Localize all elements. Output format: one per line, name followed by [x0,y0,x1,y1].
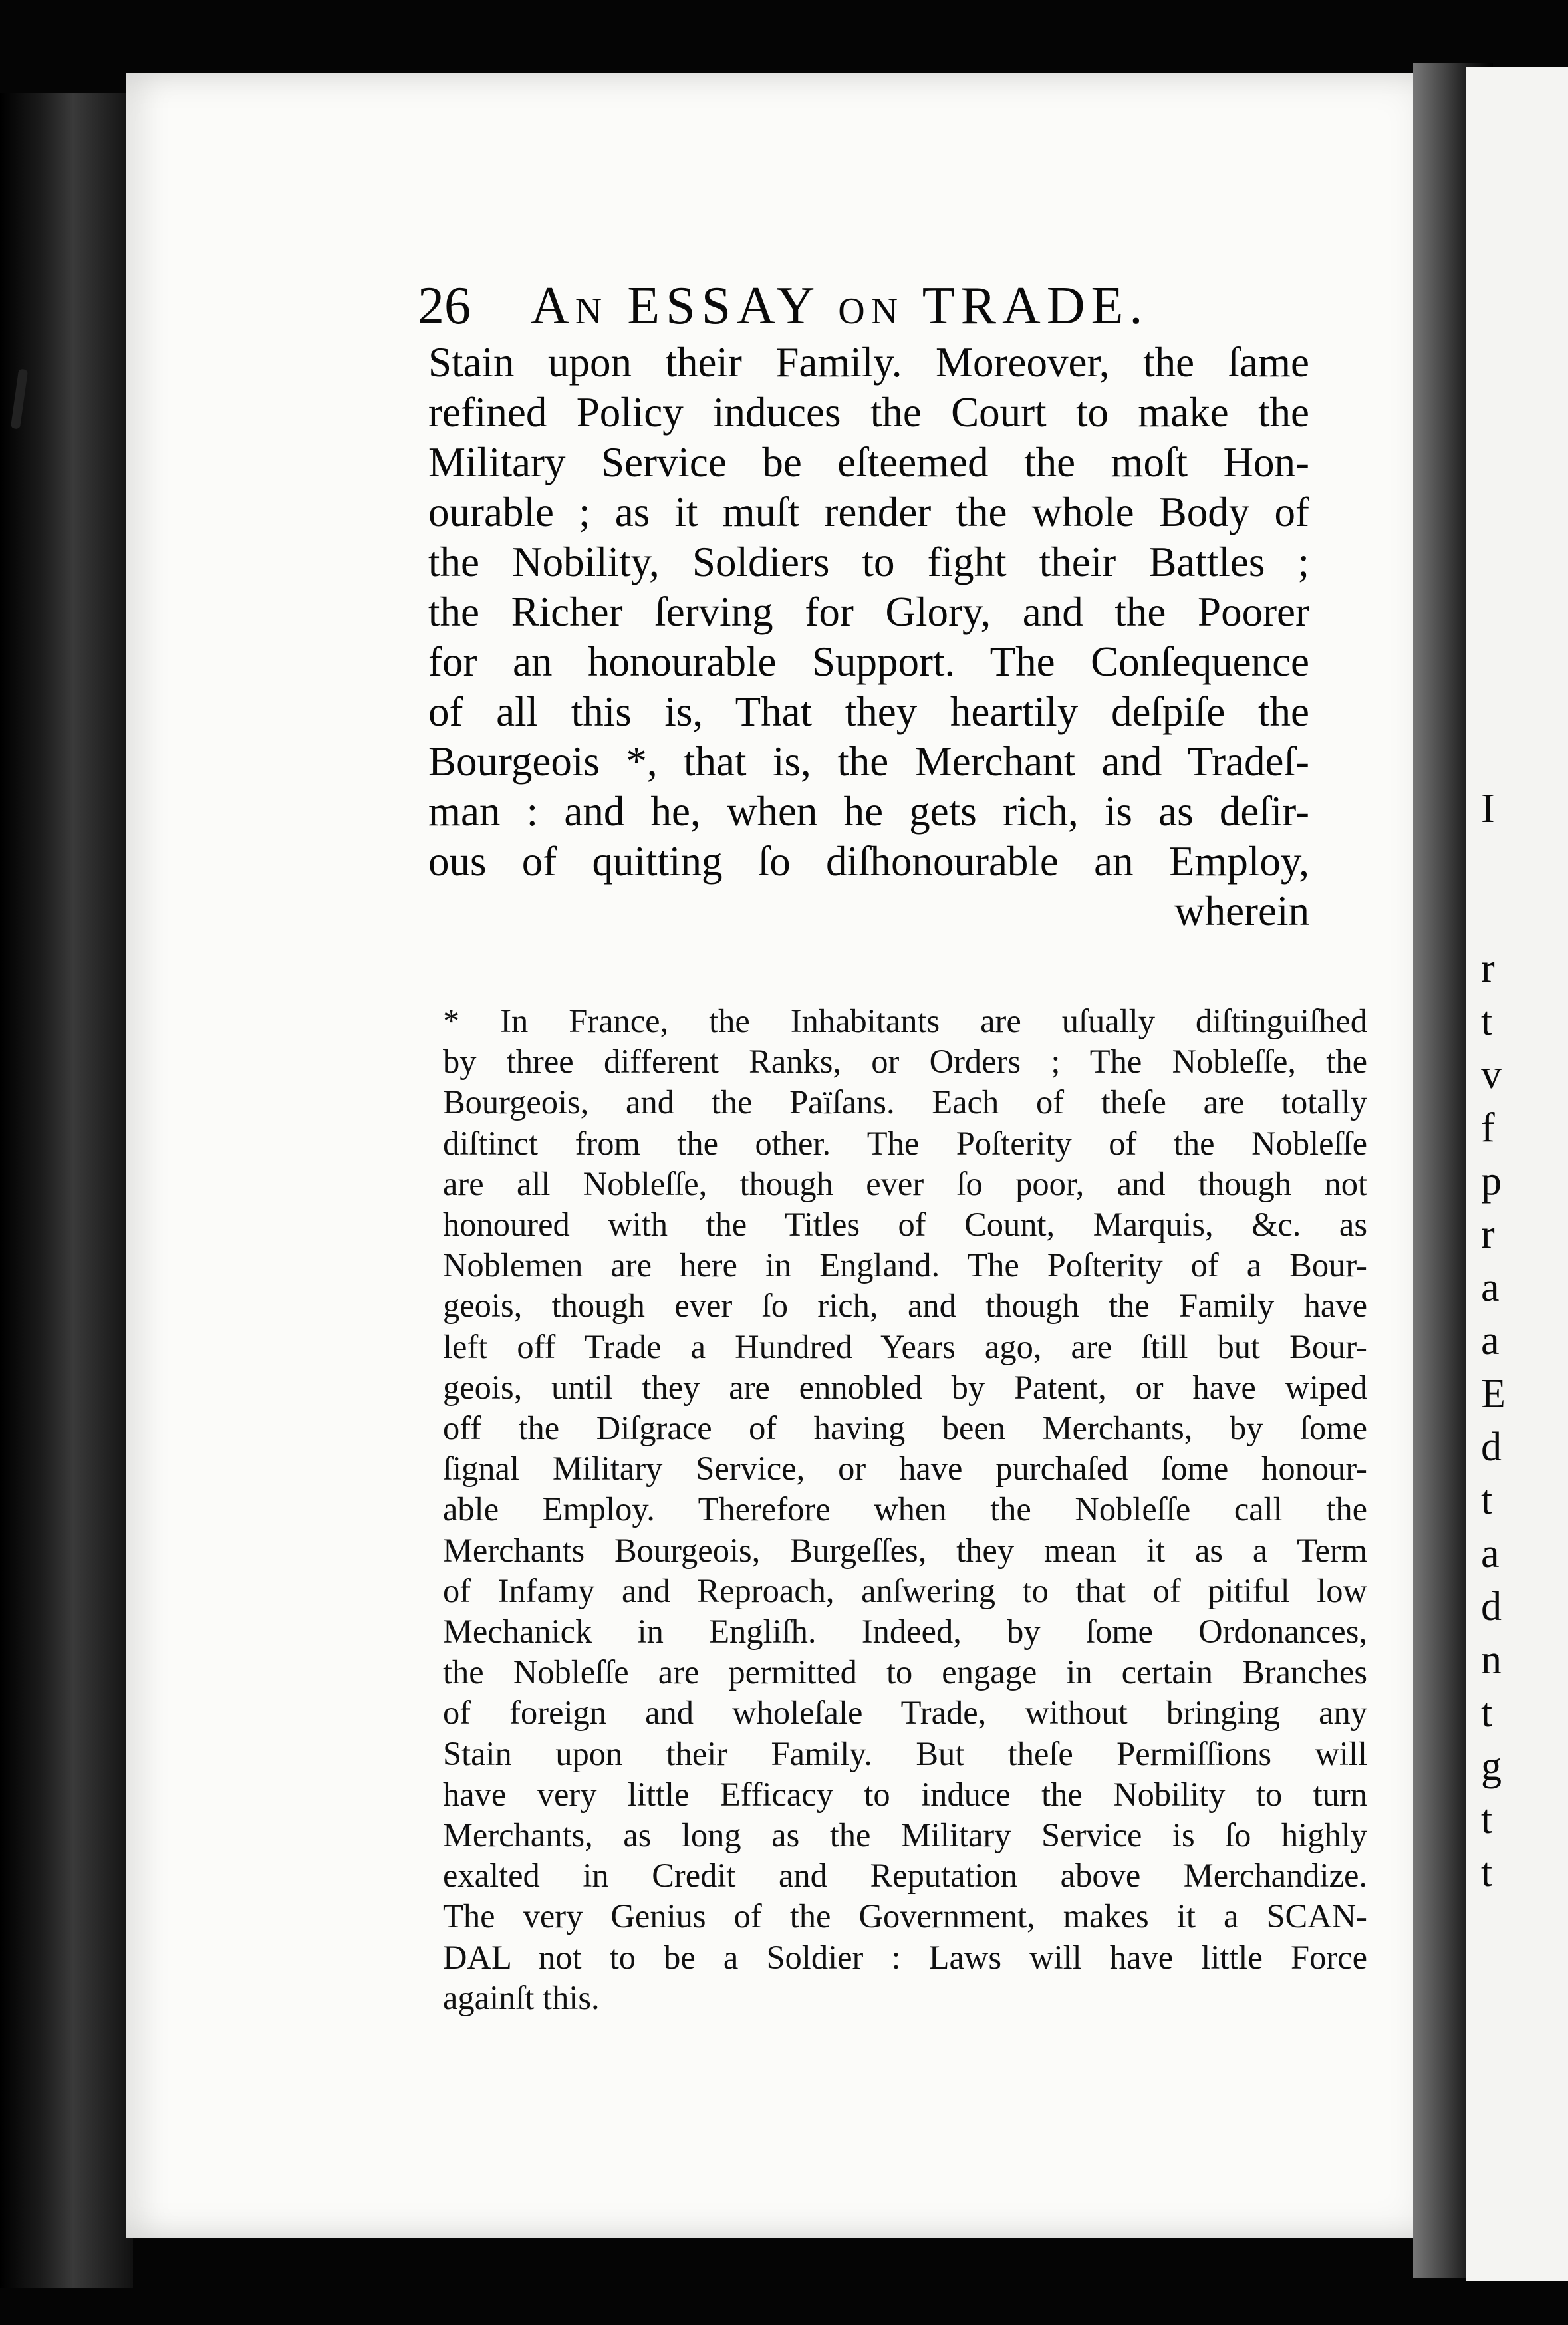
facing-fragment: g [1481,1744,1502,1789]
facing-fragment: r [1481,946,1495,991]
facing-fragment: t [1481,1691,1493,1736]
facing-fragment: d [1481,1584,1502,1629]
text-line: refined Policy induces the Court to make the [428,389,1309,436]
footnote-line: of foreign and wholeſale Trade, without bringing any [443,1694,1367,1732]
footnote-line: Stain upon their Family. But theſe Permiſſions will [443,1734,1367,1772]
text-line: the Nobility, Soldiers to fight their Battles ; [428,539,1309,585]
facing-fragment: a [1481,1531,1500,1576]
footnote-line: geois, until they are ennobled by Patent, or have wiped [443,1368,1367,1406]
text-line: man : and he, when he gets rich, is as deſir- [428,788,1309,835]
facing-fragment: r [1481,1212,1495,1257]
facing-fragment: p [1481,1159,1502,1204]
text-line: ourable ; as it muſt render the whole Body of [428,489,1309,535]
facing-fragment: E [1481,1371,1506,1417]
footnote-line: geois, though ever ſo rich, and though the Family have [443,1287,1367,1325]
facing-page-edge [1466,67,1568,2281]
facing-fragment: t [1481,1478,1493,1523]
text-line: of all this is, That they heartily deſpiſe the [428,688,1309,735]
footnote-line: by three different Ranks, or Orders ; The Nobleſſe, the [443,1043,1367,1081]
facing-fragment: t [1481,999,1493,1044]
footnote-line: left off Trade a Hundred Years ago, are ſtill but Bour- [443,1327,1367,1365]
running-header [418,276,1216,337]
footnote-line: againſt this. [443,1979,600,2016]
facing-fragment: v [1481,1052,1502,1097]
footnote-line: Bourgeois, and the Païſans. Each of theſe are totally [443,1083,1367,1121]
footnote-line: off the Diſgrace of having been Merchants, by ſome [443,1409,1367,1447]
facing-fragment: n [1481,1637,1502,1683]
facing-fragment: a [1481,1265,1500,1310]
footnote-line: have very little Efficacy to induce the Nobility to turn [443,1775,1367,1813]
text-line: Stain upon their Family. Moreover, the ſame [428,339,1309,386]
facing-fragment: d [1481,1425,1502,1470]
footnote-line: honoured with the Titles of Count, Marquis, &c. as [443,1206,1367,1244]
footnote-line: are all Nobleſſe, though ever ſo poor, and though not [443,1164,1367,1202]
footnote-line: * In France, the Inhabitants are uſually diſtinguiſhed [443,1002,1367,1039]
footnote-line: Merchants Bourgeois, Burgeſſes, they mean it as a Term [443,1531,1367,1569]
text-line: Bourgeois *, that is, the Merchant and Tradeſ- [428,738,1309,785]
footnote [443,1001,1367,2018]
facing-fragment: f [1481,1105,1495,1151]
facing-fragment: t [1481,1850,1493,1895]
text-line: Military Service be eſteemed the moſt Hon- [428,439,1309,485]
footnote-line: Mechanick in Engliſh. Indeed, by ſome Ordonances, [443,1613,1367,1651]
text-line: for an honourable Support. The Conſequence [428,638,1309,685]
page-number: 26 [418,277,471,335]
text-line: ous of quitting ſo diſhonourable an Employ, [428,838,1309,885]
footnote-line: DAL not to be a Soldier : Laws will have little Force [443,1938,1367,1976]
footnote-line: Noblemen are here in England. The Poſterity of a Bour- [443,1246,1367,1284]
footnote-line: the Nobleſſe are permitted to engage in certain Branches [443,1653,1367,1691]
facing-fragment: I [1481,786,1495,831]
footnote-line: exalted in Credit and Reputation above Merchandize. [443,1857,1367,1895]
facing-fragment: t [1481,1797,1493,1842]
footnote-line: The very Genius of the Government, makes it a SCAN- [443,1897,1367,1935]
footnote-line: of Infamy and Reproach, anſwering to that of pitiful low [443,1572,1367,1609]
footnote-line: Merchants, as long as the Military Service is ſo highly [443,1816,1367,1854]
footnote-line: ſignal Military Service, or have purchaſed ſome honour- [443,1450,1367,1488]
facing-fragment: a [1481,1318,1500,1363]
text-line: the Richer ſerving for Glory, and the Poorer [428,589,1309,635]
footnote-line: able Employ. Therefore when the Nobleſſe call the [443,1490,1367,1528]
footnote-line: diſtinct from the other. The Poſterity of the Nobleſſe [443,1124,1367,1162]
catchword: wherein [1174,888,1309,934]
main-text [428,338,1309,936]
running-title: An ESSAY on TRADE. [531,277,1149,335]
